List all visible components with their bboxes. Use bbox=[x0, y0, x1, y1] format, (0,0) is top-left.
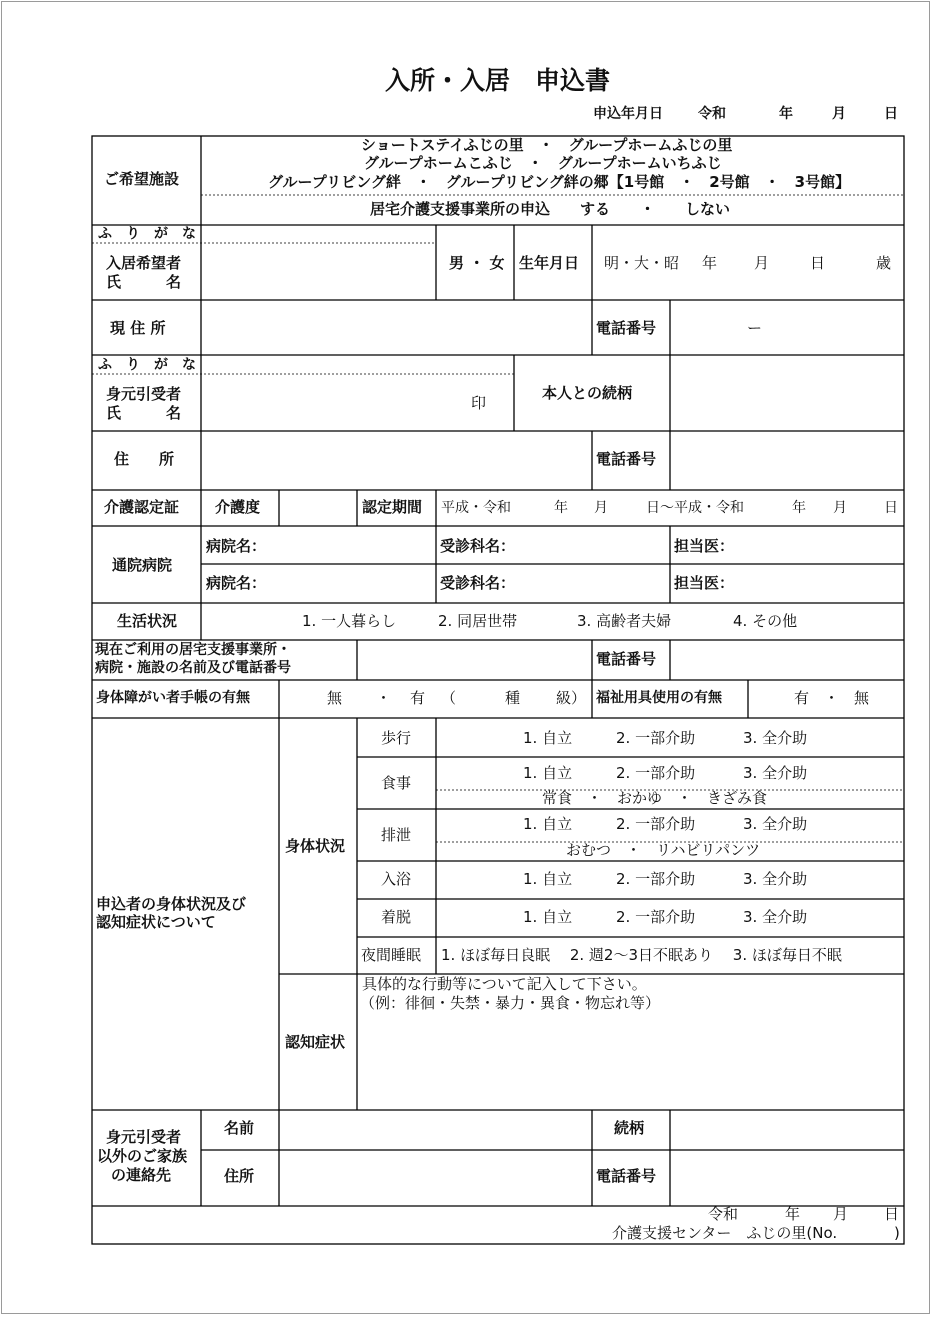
living-option-3[interactable]: 3. 高齢者夫婦 bbox=[577, 612, 672, 630]
application-date-era: 令和 bbox=[698, 106, 726, 122]
toilet-opt-2[interactable]: 2. 一部介助 bbox=[616, 815, 696, 833]
application-date-day: 日 bbox=[884, 106, 898, 122]
disability-paren: （ bbox=[441, 689, 457, 707]
guarantor-name-label: 身元引受者 bbox=[106, 385, 182, 403]
care-support-application[interactable]: 居宅介護支援事業所の申込 する ・ しない bbox=[370, 200, 731, 218]
cert-period-from: 平成・令和 bbox=[441, 500, 511, 516]
department-label-1: 受診科名： bbox=[440, 537, 516, 555]
bath-opt-3[interactable]: 3. 全介助 bbox=[743, 870, 808, 888]
toilet-opt-3[interactable]: 3. 全介助 bbox=[743, 815, 808, 833]
phone-dash: ー bbox=[747, 319, 763, 337]
meal-opt-1[interactable]: 1. 自立 bbox=[523, 764, 573, 782]
contact-label-3: の連絡先 bbox=[111, 1166, 172, 1184]
living-option-4[interactable]: 4. その他 bbox=[733, 612, 798, 630]
footer-month: 月 bbox=[833, 1205, 849, 1223]
condition-label: 申込者の身体状況及び bbox=[96, 895, 247, 913]
contact-phone-label: 電話番号 bbox=[596, 1167, 657, 1185]
hospital-label: 通院病院 bbox=[112, 556, 173, 574]
page-title: 入所・入居 申込書 bbox=[385, 66, 611, 95]
welfare-equipment-select[interactable]: 有 ・ 無 bbox=[794, 689, 870, 707]
contact-label: 身元引受者 bbox=[106, 1128, 182, 1146]
facility-option-line3[interactable]: グループリビング絆 ・ グループリビング絆の郷【1号館 ・ 2号館 ・ 3号館】 bbox=[268, 173, 851, 191]
dementia-example: （例：徘徊・失禁・暴力・異食・物忘れ等） bbox=[360, 994, 661, 1012]
welfare-equipment-label: 福祉用具使用の有無 bbox=[596, 690, 722, 706]
bath-opt-2[interactable]: 2. 一部介助 bbox=[616, 870, 696, 888]
birthdate-label: 生年月日 bbox=[519, 254, 580, 272]
meal-opt-2[interactable]: 2. 一部介助 bbox=[616, 764, 696, 782]
cert-period-label: 認定期間 bbox=[362, 498, 423, 516]
age-label: 歳 bbox=[876, 254, 892, 272]
footer-day: 日 bbox=[884, 1205, 900, 1223]
guarantor-phone-label: 電話番号 bbox=[596, 450, 657, 468]
living-option-1[interactable]: 1. 一人暮らし bbox=[302, 612, 397, 630]
applicant-name-label-2: 氏 名 bbox=[106, 273, 182, 291]
living-status-label: 生活状況 bbox=[117, 612, 178, 630]
dementia-label: 認知症状 bbox=[285, 1033, 346, 1051]
toilet-label: 排泄 bbox=[381, 826, 412, 844]
disability-label: 身体障がい者手帳の有無 bbox=[96, 690, 250, 706]
bath-label: 入浴 bbox=[381, 870, 412, 888]
applicant-name-label: 入居希望者 bbox=[106, 254, 182, 272]
dressing-opt-3[interactable]: 3. 全介助 bbox=[743, 908, 808, 926]
footer-era: 令和 bbox=[708, 1205, 739, 1223]
facility-option-line1[interactable]: ショートステイふじの里 ・ グループホームふじの里 bbox=[361, 136, 733, 154]
disability-none[interactable]: 無 bbox=[327, 689, 343, 707]
hospital-name-label-1: 病院名： bbox=[206, 537, 267, 555]
dressing-label: 着脱 bbox=[381, 908, 412, 926]
guarantor-name-label-2: 氏 名 bbox=[106, 404, 182, 422]
footer-center-name: 介護支援センター ふじの里(No. bbox=[612, 1224, 838, 1242]
cert-period-month-2: 月 bbox=[833, 500, 847, 516]
seal-mark: 印 bbox=[471, 394, 487, 412]
current-service-label-2: 病院・施設の名前及び電話番号 bbox=[95, 660, 291, 676]
footer-year: 年 bbox=[785, 1205, 801, 1223]
cert-period-year-2: 年 bbox=[792, 500, 806, 516]
walking-opt-2[interactable]: 2. 一部介助 bbox=[616, 729, 696, 747]
walking-opt-1[interactable]: 1. 自立 bbox=[523, 729, 573, 747]
current-service-phone-label: 電話番号 bbox=[596, 650, 657, 668]
walking-opt-3[interactable]: 3. 全介助 bbox=[743, 729, 808, 747]
walking-label: 歩行 bbox=[381, 729, 412, 747]
physical-status-label: 身体状況 bbox=[285, 837, 346, 855]
disability-kind: 種 bbox=[505, 689, 521, 707]
birthdate-day: 日 bbox=[810, 254, 826, 272]
living-option-2[interactable]: 2. 同居世帯 bbox=[438, 612, 518, 630]
meal-type-options[interactable]: 常食 ・ おかゆ ・ きざみ食 bbox=[542, 789, 768, 807]
cert-period-year: 年 bbox=[554, 500, 568, 516]
application-date-label: 申込年月日 bbox=[593, 106, 663, 122]
contact-address-label: 住所 bbox=[224, 1167, 255, 1185]
condition-label-2: 認知症状について bbox=[96, 913, 216, 931]
contact-relation-label: 続柄 bbox=[614, 1119, 645, 1137]
bath-opt-1[interactable]: 1. 自立 bbox=[523, 870, 573, 888]
care-level-label: 介護度 bbox=[215, 498, 261, 516]
birthdate-year: 年 bbox=[702, 254, 718, 272]
night-sleep-label: 夜間睡眠 bbox=[361, 946, 422, 964]
birthdate-month: 月 bbox=[754, 254, 770, 272]
doctor-label-2: 担当医： bbox=[674, 574, 735, 592]
dressing-opt-2[interactable]: 2. 一部介助 bbox=[616, 908, 696, 926]
disability-dot: ・ bbox=[376, 689, 392, 707]
gender-select[interactable]: 男 ・ 女 bbox=[449, 254, 505, 272]
dementia-note: 具体的な行動等について記入して下さい。 bbox=[362, 975, 647, 993]
night-sleep-options[interactable]: 1. ほぼ毎日良眠 2. 週2〜3日不眠あり 3. ほぼ毎日不眠 bbox=[441, 946, 842, 964]
footer-paren-close: ) bbox=[894, 1224, 900, 1242]
meal-opt-3[interactable]: 3. 全介助 bbox=[743, 764, 808, 782]
department-label-2: 受診科名： bbox=[440, 574, 516, 592]
cert-period-to: 日〜平成・令和 bbox=[646, 500, 744, 516]
disability-grade: 級） bbox=[556, 689, 587, 707]
meal-label: 食事 bbox=[381, 774, 412, 792]
guarantor-address-label: 住 所 bbox=[114, 450, 175, 468]
facility-option-line2[interactable]: グループホームこふじ ・ グループホームいちふじ bbox=[364, 154, 722, 172]
relationship-label: 本人との続柄 bbox=[542, 384, 633, 402]
application-date-month: 月 bbox=[832, 106, 846, 122]
current-address-label: 現 住 所 bbox=[110, 319, 166, 337]
phone-label: 電話番号 bbox=[596, 319, 657, 337]
doctor-label-1: 担当医： bbox=[674, 537, 735, 555]
contact-label-2: 以外のご家族 bbox=[97, 1147, 188, 1165]
application-date-year: 年 bbox=[779, 106, 793, 122]
birthdate-era[interactable]: 明・大・昭 bbox=[604, 254, 680, 272]
hospital-name-label-2: 病院名： bbox=[206, 574, 267, 592]
facility-label: ご希望施設 bbox=[104, 170, 180, 188]
disability-yes[interactable]: 有 bbox=[410, 689, 426, 707]
applicant-furigana-label: ふ り が な bbox=[98, 226, 196, 242]
cert-period-day-2: 日 bbox=[884, 500, 898, 516]
cert-period-month: 月 bbox=[594, 500, 608, 516]
guarantor-furigana-label: ふ り が な bbox=[98, 357, 196, 373]
toilet-opt-1[interactable]: 1. 自立 bbox=[523, 815, 573, 833]
current-service-label: 現在ご利用の居宅支援事業所・ bbox=[95, 642, 291, 658]
dressing-opt-1[interactable]: 1. 自立 bbox=[523, 908, 573, 926]
contact-name-label: 名前 bbox=[224, 1119, 255, 1137]
care-cert-label: 介護認定証 bbox=[104, 498, 180, 516]
toilet-type-options[interactable]: おむつ ・ リハビリパンツ bbox=[566, 841, 761, 859]
